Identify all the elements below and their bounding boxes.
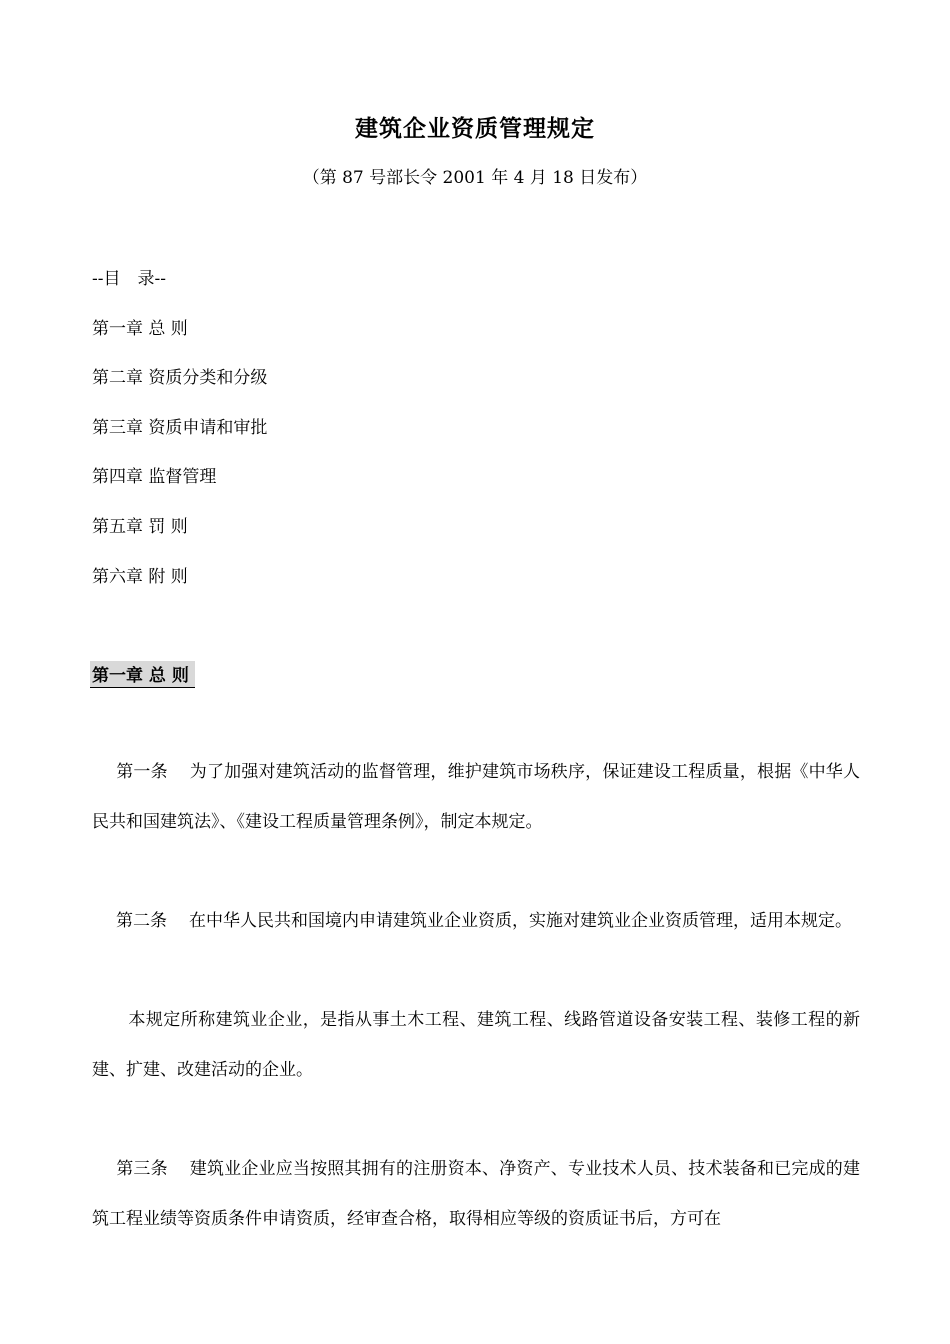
article-text: 在中华人民共和国境内申请建筑业企业资质，实施对建筑业企业资质管理，适用本规定。 xyxy=(189,911,852,931)
article-text: 本规定所称建筑业企业，是指从事土木工程、建筑工程、线路管道设备安装工程、装修工程的新建、扩建、改建活动的企业。 xyxy=(92,1010,860,1080)
toc-item: 第三章 资质申请和审批 xyxy=(92,418,268,438)
chapter-heading: 第一章 总 则 xyxy=(90,661,195,688)
article-paragraph xyxy=(92,747,860,847)
article-text: 为了加强对建筑活动的监督管理，维护建筑市场秩序，保证建设工程质量，根据《中华人民共和国建筑法》、《建设工程质量管理条例》，制定本规定。 xyxy=(92,762,861,832)
article-paragraph xyxy=(92,995,860,1095)
toc-item: 第二章 资质分类和分级 xyxy=(92,368,268,388)
article-label: 第一条 xyxy=(116,762,168,782)
article-label: 第三条 xyxy=(116,1159,168,1179)
toc-item: 第一章 总 则 xyxy=(92,319,188,339)
article-paragraph xyxy=(92,896,860,946)
document-subtitle: （第 87 号部长令 2001 年 4 月 18 日发布） xyxy=(302,168,648,188)
toc-item: 第四章 监督管理 xyxy=(92,467,217,487)
toc-item: 第五章 罚 则 xyxy=(92,517,188,537)
toc-item: 第六章 附 则 xyxy=(92,567,188,587)
article-paragraph xyxy=(92,1144,860,1244)
document-title: 建筑企业资质管理规定 xyxy=(355,115,595,142)
toc-heading: --目 录-- xyxy=(92,269,166,289)
article-label: 第二条 xyxy=(116,911,167,931)
article-text: 建筑业企业应当按照其拥有的注册资本、净资产、专业技术人员、技术装备和已完成的建筑工程业绩等资质条件申请资质，经审查合格，取得相应等级的资质证书后，方可在 xyxy=(92,1159,861,1229)
